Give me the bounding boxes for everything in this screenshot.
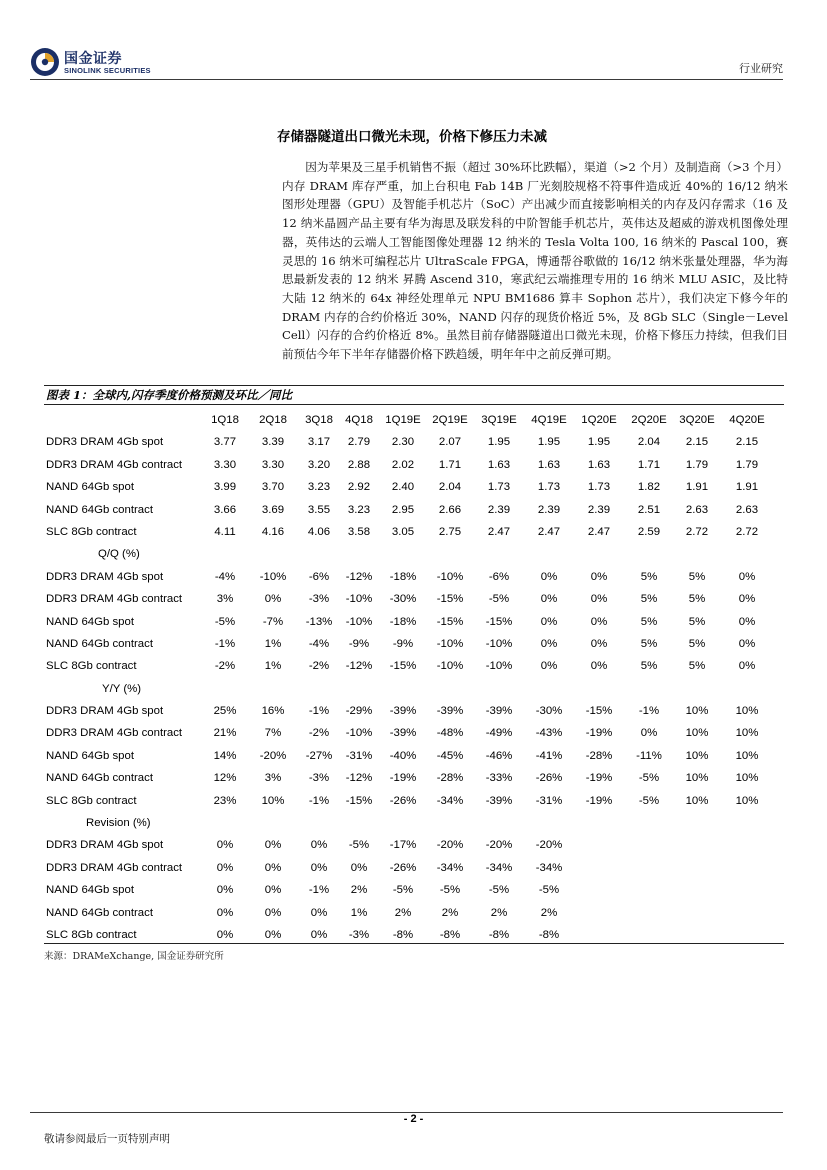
table-cell: -5% <box>439 884 461 897</box>
table-cell: 1.79 <box>685 458 709 471</box>
column-header: 1Q18 <box>211 414 239 426</box>
table-cell: -4% <box>214 570 236 583</box>
table-row <box>44 455 784 477</box>
table-cell: 0% <box>738 660 756 673</box>
table-cell: 0% <box>738 570 756 583</box>
table-cell: -19% <box>585 794 613 807</box>
table-cell: -1% <box>638 705 660 718</box>
row-label: NAND 64Gb contract <box>46 772 153 785</box>
table-cell: -13% <box>305 615 333 628</box>
table-cell: -5% <box>638 772 660 785</box>
table-cell: -9% <box>392 637 414 650</box>
table-cell: 0% <box>216 884 234 897</box>
row-label: NAND 64Gb spot <box>46 615 134 628</box>
table-cell: 1.71 <box>637 458 661 471</box>
table-cell: 0% <box>540 615 558 628</box>
table-cell: -19% <box>585 772 613 785</box>
table-cell: -39% <box>389 705 417 718</box>
table-cell: -3% <box>308 593 330 606</box>
section-label: Revision (%) <box>86 817 151 830</box>
table-row <box>44 768 784 790</box>
table-cell: 5% <box>688 660 706 673</box>
column-header: 2Q20E <box>631 414 667 426</box>
table-row <box>44 723 784 745</box>
table-cell: 0% <box>216 839 234 852</box>
table-cell: -39% <box>485 794 513 807</box>
table-cell: 4.11 <box>214 525 236 538</box>
table-cell: 5% <box>640 593 658 606</box>
table-cell: -19% <box>585 727 613 740</box>
table-cell: 10% <box>735 772 759 785</box>
table-cell: 3.20 <box>307 458 331 471</box>
table-cell: 2% <box>490 906 508 919</box>
table-cell: 2.30 <box>391 436 415 449</box>
table-cell: -18% <box>389 615 417 628</box>
table-cell: -33% <box>485 772 513 785</box>
table-cell: 5% <box>688 570 706 583</box>
row-label: DDR3 DRAM 4Gb contract <box>46 593 183 606</box>
table-cell: -20% <box>436 839 464 852</box>
table-cell: -39% <box>389 727 417 740</box>
table-cell: 0% <box>216 906 234 919</box>
table-cell: -20% <box>535 839 563 852</box>
table-cell: 2.04 <box>438 481 462 494</box>
table-cell: -43% <box>535 727 563 740</box>
table-cell: 0% <box>264 928 282 941</box>
table-row <box>44 701 784 723</box>
table-cell: 2.63 <box>685 503 709 516</box>
table-cell: -5% <box>392 884 414 897</box>
table-cell: -6% <box>488 570 510 583</box>
table-cell: -10% <box>485 660 513 673</box>
table-cell: 2.75 <box>438 525 462 538</box>
table-cell: -5% <box>538 884 560 897</box>
table-cell: -10% <box>259 570 287 583</box>
table-cell: -2% <box>308 727 330 740</box>
table-cell: 1.73 <box>537 481 561 494</box>
table-cell: 10% <box>685 727 709 740</box>
table-cell: 5% <box>688 637 706 650</box>
section-title: 存储器隧道出口微光未现，价格下修压力未减 <box>277 129 547 145</box>
table-cell: -45% <box>436 749 464 762</box>
figure-source: 来源：DRAMeXchange, 国金证券研究所 <box>44 951 224 962</box>
table-row <box>44 500 784 522</box>
section-label: Q/Q (%) <box>98 548 140 561</box>
table-cell: -41% <box>535 749 563 762</box>
table-row <box>44 589 784 611</box>
table-row <box>44 656 784 678</box>
table-cell: 0% <box>264 884 282 897</box>
table-cell: 2.39 <box>587 503 611 516</box>
table-cell: 2% <box>350 884 368 897</box>
table-row <box>44 746 784 768</box>
table-cell: -9% <box>348 637 370 650</box>
column-header: 1Q19E <box>385 414 421 426</box>
price-forecast-table <box>44 410 784 947</box>
table-cell: 5% <box>688 593 706 606</box>
table-cell: -34% <box>485 861 513 874</box>
header-divider <box>30 79 783 80</box>
table-cell: 2.92 <box>347 481 371 494</box>
table-cell: -12% <box>345 772 373 785</box>
row-label: NAND 64Gb spot <box>46 884 134 897</box>
section-header-row <box>44 679 784 701</box>
table-cell: -34% <box>535 861 563 874</box>
table-cell: 1.95 <box>537 436 561 449</box>
table-cell: 10% <box>685 705 709 718</box>
table-cell: 2.39 <box>537 503 561 516</box>
table-cell: -26% <box>535 772 563 785</box>
table-cell: 14% <box>213 749 237 762</box>
sinolink-logo-icon <box>30 47 60 77</box>
table-cell: 0% <box>738 637 756 650</box>
table-cell: 4.16 <box>261 525 285 538</box>
table-cell: 0% <box>310 839 328 852</box>
table-row <box>44 432 784 454</box>
table-cell: 0% <box>590 593 608 606</box>
table-cell: -20% <box>259 749 287 762</box>
table-cell: -8% <box>439 928 461 941</box>
table-cell: -15% <box>389 660 417 673</box>
table-cell: -5% <box>214 615 236 628</box>
table-cell: 2.63 <box>735 503 759 516</box>
table-cell: 3.69 <box>261 503 285 516</box>
table-cell: 2.47 <box>487 525 511 538</box>
table-cell: -15% <box>585 705 613 718</box>
table-cell: 2% <box>441 906 459 919</box>
table-cell: 5% <box>640 615 658 628</box>
table-cell: -34% <box>436 861 464 874</box>
table-row <box>44 835 784 857</box>
table-cell: -2% <box>214 660 236 673</box>
table-cell: 0% <box>216 861 234 874</box>
table-header-row <box>44 410 784 432</box>
column-header: 1Q20E <box>581 414 617 426</box>
table-cell: 12% <box>213 772 237 785</box>
page-number: - 2 - <box>403 1113 424 1125</box>
table-cell: 2.15 <box>735 436 759 449</box>
column-header: 4Q19E <box>531 414 567 426</box>
table-cell: -5% <box>348 839 370 852</box>
table-row <box>44 522 784 544</box>
table-cell: 1.73 <box>587 481 611 494</box>
table-cell: 0% <box>310 906 328 919</box>
table-row <box>44 634 784 656</box>
table-cell: 0% <box>264 839 282 852</box>
row-label: DDR3 DRAM 4Gb contract <box>46 727 183 740</box>
table-cell: 5% <box>640 637 658 650</box>
table-cell: 0% <box>738 615 756 628</box>
table-cell: 1.63 <box>537 458 561 471</box>
table-cell: 23% <box>213 794 237 807</box>
table-cell: -48% <box>436 727 464 740</box>
table-cell: 2.66 <box>438 503 462 516</box>
row-label: SLC 8Gb contract <box>46 525 137 538</box>
table-cell: 5% <box>640 570 658 583</box>
table-cell: 1.91 <box>685 481 709 494</box>
table-cell: -2% <box>308 660 330 673</box>
table-row <box>44 903 784 925</box>
table-cell: 0% <box>540 660 558 673</box>
table-cell: -10% <box>436 637 464 650</box>
table-row <box>44 880 784 902</box>
table-cell: 2.88 <box>347 458 371 471</box>
table-cell: 10% <box>685 772 709 785</box>
table-cell: 10% <box>735 794 759 807</box>
table-cell: 0% <box>590 615 608 628</box>
table-cell: 0% <box>310 928 328 941</box>
table-cell: -15% <box>436 593 464 606</box>
table-cell: 3.55 <box>307 503 331 516</box>
table-cell: 1% <box>264 660 282 673</box>
table-cell: -28% <box>436 772 464 785</box>
table-cell: 10% <box>685 794 709 807</box>
row-label: DDR3 DRAM 4Gb spot <box>46 839 164 852</box>
table-cell: 3.23 <box>307 481 331 494</box>
table-cell: -46% <box>485 749 513 762</box>
row-label: DDR3 DRAM 4Gb spot <box>46 705 164 718</box>
table-cell: -10% <box>345 593 373 606</box>
table-cell: -4% <box>308 637 330 650</box>
table-cell: 5% <box>640 660 658 673</box>
table-cell: 3.39 <box>261 436 285 449</box>
table-cell: 3% <box>216 593 234 606</box>
row-label: NAND 64Gb contract <box>46 503 153 516</box>
section-header-row <box>44 544 784 566</box>
table-cell: 1.91 <box>735 481 759 494</box>
table-cell: 3.99 <box>213 481 237 494</box>
table-cell: -8% <box>488 928 510 941</box>
body-paragraph: 因为苹果及三星手机销售不振（超过 30%环比跌幅），渠道（>2 个月）及制造商（>3 个月）内存 DRAM 库存严重，加上台积电 Fab 14B 厂光刻胶规格不符事件造成近 40%的 16/12 纳米图形处理器（GPU）及智能手机芯片（SoC）产出减少而直接影响相关的内存及闪存需求（16 及 12 纳米晶圆产品主要有华为海思及联发科的中阶智能手机芯片，英伟达及超威的游戏机图像处理器，英伟达的云端人工智能图像处理器 12 纳米的 Tesla Volta 100, 16 纳米的 Pascal 100，赛灵思的 16 纳米可编程芯片 UltraScale FPGA，博通帮谷歌做的 16/12 纳米张量处理器，华为海思最新发表的 12 纳米 昇腾 Ascend 310，寒武纪云端推理专用的 16 纳米 MLU ASIC，及比特大陆 12 纳米的 64x 神经处理单元 NPU BM1686 算丰 Sophon 芯片），我们决定下修今年的 DRAM 内存的合约价格近 30%，NAND 闪存的现货价格近 5%，及 8Gb SLC（Single－Level Cell）闪存的合约价格近 8%。虽然目前存储器隧道出口微光未现，价格下修压力持续，但我们目前预估今年下半年存储器价格下跌趋缓，明年年中之前反弹可期。 <box>282 160 788 362</box>
table-cell: -26% <box>389 861 417 874</box>
table-cell: -11% <box>636 749 662 762</box>
table-cell: -28% <box>585 749 613 762</box>
table-row <box>44 612 784 634</box>
table-cell: -1% <box>308 884 330 897</box>
table-cell: 3.30 <box>213 458 237 471</box>
table-cell: 0% <box>264 861 282 874</box>
table-cell: 1.63 <box>587 458 611 471</box>
table-cell: 2.02 <box>391 458 415 471</box>
table-cell: -31% <box>345 749 373 762</box>
table-cell: 2.72 <box>685 525 709 538</box>
table-cell: -5% <box>488 593 510 606</box>
table-cell: 1.95 <box>587 436 611 449</box>
table-cell: 1.82 <box>637 481 661 494</box>
table-cell: -10% <box>345 615 373 628</box>
table-cell: 7% <box>264 727 282 740</box>
column-header: 4Q20E <box>729 414 765 426</box>
column-header: 2Q19E <box>432 414 468 426</box>
table-cell: 3% <box>264 772 282 785</box>
table-cell: 0% <box>264 906 282 919</box>
table-cell: -10% <box>436 570 464 583</box>
table-cell: -3% <box>348 928 370 941</box>
table-cell: -12% <box>345 570 373 583</box>
table-cell: 0% <box>350 861 368 874</box>
table-cell: 1% <box>264 637 282 650</box>
logo-cn-name: 国金证券 <box>64 51 122 67</box>
table-row <box>44 477 784 499</box>
table-cell: -8% <box>538 928 560 941</box>
report-category: 行业研究 <box>739 62 783 75</box>
table-cell: -1% <box>308 794 330 807</box>
table-cell: 3.77 <box>213 436 237 449</box>
page-header <box>0 0 827 84</box>
table-row <box>44 858 784 880</box>
table-cell: 10% <box>685 749 709 762</box>
table-cell: -17% <box>389 839 417 852</box>
table-cell: 2.79 <box>347 436 371 449</box>
table-cell: 2% <box>540 906 558 919</box>
column-header: 3Q20E <box>679 414 715 426</box>
table-cell: 3.23 <box>347 503 371 516</box>
row-label: SLC 8Gb contract <box>46 794 137 807</box>
table-cell: 3.66 <box>213 503 237 516</box>
table-cell: 16% <box>261 705 285 718</box>
table-cell: -30% <box>389 593 417 606</box>
table-cell: 0% <box>216 928 234 941</box>
table-cell: -3% <box>308 772 330 785</box>
column-header: 3Q19E <box>481 414 517 426</box>
table-cell: -15% <box>485 615 513 628</box>
table-row <box>44 791 784 813</box>
table-cell: -20% <box>485 839 513 852</box>
table-cell: 2.40 <box>391 481 415 494</box>
table-row <box>44 925 784 947</box>
table-cell: 2% <box>394 906 412 919</box>
table-bottom-rule <box>44 943 784 944</box>
table-cell: 3.70 <box>261 481 285 494</box>
table-cell: 2.51 <box>637 503 661 516</box>
table-cell: 0% <box>310 861 328 874</box>
table-cell: -30% <box>535 705 563 718</box>
column-header: 3Q18 <box>305 414 333 426</box>
table-cell: 1% <box>350 906 368 919</box>
table-cell: -10% <box>436 660 464 673</box>
table-cell: 25% <box>213 705 237 718</box>
table-cell: 1.63 <box>487 458 511 471</box>
table-cell: 0% <box>264 593 282 606</box>
row-label: DDR3 DRAM 4Gb spot <box>46 570 164 583</box>
table-cell: -39% <box>485 705 513 718</box>
table-cell: -1% <box>214 637 236 650</box>
table-cell: -12% <box>345 660 373 673</box>
table-cell: -15% <box>345 794 373 807</box>
table-row <box>44 567 784 589</box>
row-label: NAND 64Gb contract <box>46 906 153 919</box>
table-cell: 10% <box>735 705 759 718</box>
row-label: DDR3 DRAM 4Gb spot <box>46 436 164 449</box>
table-cell: -7% <box>262 615 284 628</box>
table-cell: -10% <box>485 637 513 650</box>
table-cell: 0% <box>640 727 658 740</box>
table-cell: 0% <box>590 637 608 650</box>
table-cell: -29% <box>345 705 373 718</box>
table-cell: -18% <box>389 570 417 583</box>
row-label: SLC 8Gb contract <box>46 660 137 673</box>
row-label: NAND 64Gb spot <box>46 749 134 762</box>
row-label: NAND 64Gb contract <box>46 637 153 650</box>
table-cell: 2.59 <box>637 525 661 538</box>
table-cell: 4.06 <box>307 525 331 538</box>
logo-en-name: SINOLINK SECURITIES <box>64 66 151 75</box>
table-cell: 0% <box>540 593 558 606</box>
table-cell: 2.47 <box>537 525 561 538</box>
table-cell: 1.79 <box>735 458 759 471</box>
table-cell: -5% <box>488 884 510 897</box>
table-cell: 2.47 <box>587 525 611 538</box>
table-cell: 0% <box>738 593 756 606</box>
table-cell: -19% <box>389 772 417 785</box>
table-cell: -6% <box>308 570 330 583</box>
table-cell: 0% <box>590 660 608 673</box>
table-cell: -5% <box>638 794 660 807</box>
section-header-row <box>44 813 784 835</box>
table-cell: 3.05 <box>391 525 415 538</box>
row-label: DDR3 DRAM 4Gb contract <box>46 458 183 471</box>
table-cell: -10% <box>345 727 373 740</box>
table-cell: -26% <box>389 794 417 807</box>
column-header: 2Q18 <box>259 414 287 426</box>
figure-title-bar <box>44 385 784 405</box>
table-cell: 10% <box>261 794 285 807</box>
table-cell: 0% <box>590 570 608 583</box>
table-cell: 10% <box>735 727 759 740</box>
table-cell: 21% <box>213 727 237 740</box>
table-cell: 0% <box>540 570 558 583</box>
column-header: 4Q18 <box>345 414 373 426</box>
table-cell: -1% <box>308 705 330 718</box>
table-cell: 1.73 <box>487 481 511 494</box>
table-cell: -49% <box>485 727 513 740</box>
table-cell: 2.95 <box>391 503 415 516</box>
disclaimer-note: 敬请参阅最后一页特别声明 <box>44 1133 170 1145</box>
table-cell: 5% <box>688 615 706 628</box>
table-cell: -15% <box>436 615 464 628</box>
table-cell: 0% <box>540 637 558 650</box>
table-cell: -8% <box>392 928 414 941</box>
table-cell: 1.95 <box>487 436 511 449</box>
table-cell: 2.04 <box>637 436 661 449</box>
table-cell: 3.30 <box>261 458 285 471</box>
row-label: DDR3 DRAM 4Gb contract <box>46 861 183 874</box>
table-cell: -34% <box>436 794 464 807</box>
row-label: NAND 64Gb spot <box>46 481 134 494</box>
table-cell: 2.39 <box>487 503 511 516</box>
table-cell: -27% <box>305 749 333 762</box>
table-cell: -40% <box>389 749 417 762</box>
table-cell: -31% <box>535 794 563 807</box>
row-label: SLC 8Gb contract <box>46 928 137 941</box>
section-label: Y/Y (%) <box>102 682 142 695</box>
table-cell: 2.15 <box>685 436 709 449</box>
table-cell: 3.17 <box>307 436 331 449</box>
table-cell: 10% <box>735 749 759 762</box>
table-cell: -39% <box>436 705 464 718</box>
table-cell: 1.71 <box>438 458 462 471</box>
table-cell: 3.58 <box>347 525 371 538</box>
table-cell: 2.07 <box>438 436 462 449</box>
table-cell: 2.72 <box>735 525 759 538</box>
figure-title: 图表 1：全球内,闪存季度价格预测及环比／同比 <box>46 388 293 402</box>
